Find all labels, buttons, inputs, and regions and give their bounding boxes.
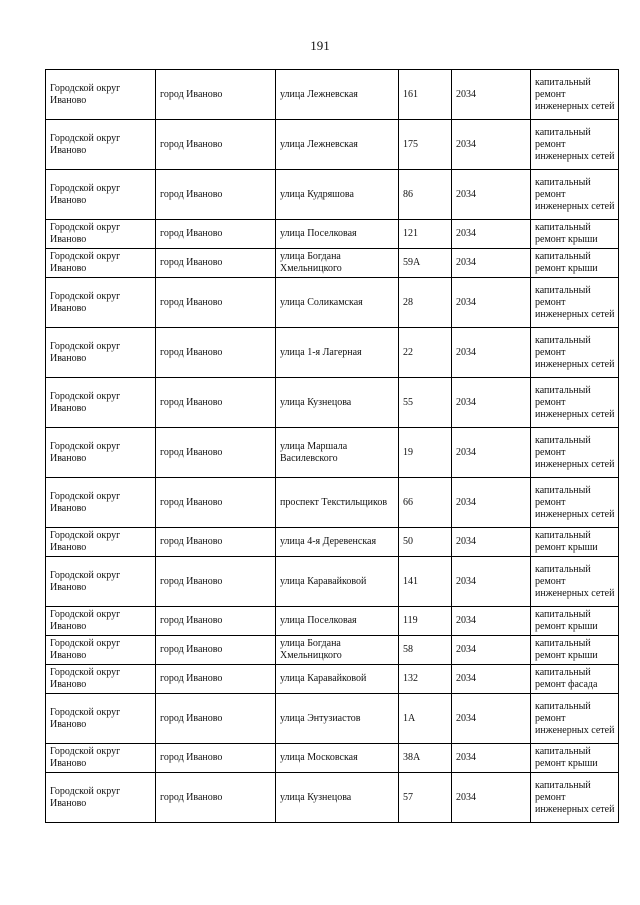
city-cell: город Иваново xyxy=(156,636,276,665)
year-cell: 2034 xyxy=(452,665,531,694)
table-row xyxy=(46,528,619,557)
city-cell: город Иваново xyxy=(156,220,276,249)
house-cell: 38А xyxy=(399,744,452,773)
city-cell: город Иваново xyxy=(156,249,276,278)
city-cell: город Иваново xyxy=(156,428,276,478)
year-cell: 2034 xyxy=(452,428,531,478)
year-cell: 2034 xyxy=(452,557,531,607)
street-cell: улица Поселковая xyxy=(276,607,399,636)
city-cell: город Иваново xyxy=(156,665,276,694)
table-row xyxy=(46,773,619,823)
page-number: 191 xyxy=(310,38,330,53)
work-type-cell: капитальный ремонт инженерных сетей xyxy=(531,773,619,823)
work-type-cell: капитальный ремонт инженерных сетей xyxy=(531,328,619,378)
house-cell: 19 xyxy=(399,428,452,478)
district-cell: Городской округ Иваново xyxy=(46,694,156,744)
city-cell: город Иваново xyxy=(156,773,276,823)
house-cell: 57 xyxy=(399,773,452,823)
house-cell: 175 xyxy=(399,120,452,170)
year-cell: 2034 xyxy=(452,773,531,823)
year-cell: 2034 xyxy=(452,120,531,170)
city-cell: город Иваново xyxy=(156,557,276,607)
street-cell: улица Лежневская xyxy=(276,120,399,170)
street-cell: улица Богдана Хмельницкого xyxy=(276,636,399,665)
year-cell: 2034 xyxy=(452,278,531,328)
year-cell: 2034 xyxy=(452,378,531,428)
house-cell: 86 xyxy=(399,170,452,220)
street-cell: улица 1-я Лагерная xyxy=(276,328,399,378)
house-cell: 121 xyxy=(399,220,452,249)
city-cell: город Иваново xyxy=(156,278,276,328)
city-cell: город Иваново xyxy=(156,478,276,528)
year-cell: 2034 xyxy=(452,170,531,220)
work-type-cell: капитальный ремонт крыши xyxy=(531,220,619,249)
street-cell: улица Поселковая xyxy=(276,220,399,249)
work-type-cell: капитальный ремонт инженерных сетей xyxy=(531,378,619,428)
city-cell: город Иваново xyxy=(156,607,276,636)
year-cell: 2034 xyxy=(452,220,531,249)
house-cell: 55 xyxy=(399,378,452,428)
year-cell: 2034 xyxy=(452,478,531,528)
table-row xyxy=(46,636,619,665)
city-cell: город Иваново xyxy=(156,378,276,428)
street-cell: улица Лежневская xyxy=(276,70,399,120)
table-row xyxy=(46,428,619,478)
street-cell: улица Кузнецова xyxy=(276,378,399,428)
district-cell: Городской округ Иваново xyxy=(46,478,156,528)
year-cell: 2034 xyxy=(452,607,531,636)
street-cell: улица Кудряшова xyxy=(276,170,399,220)
work-type-cell: капитальный ремонт крыши xyxy=(531,744,619,773)
district-cell: Городской округ Иваново xyxy=(46,328,156,378)
street-cell: проспект Текстильщиков xyxy=(276,478,399,528)
table-row xyxy=(46,220,619,249)
table-row xyxy=(46,278,619,328)
year-cell: 2034 xyxy=(452,636,531,665)
year-cell: 2034 xyxy=(452,528,531,557)
city-cell: город Иваново xyxy=(156,328,276,378)
table-row xyxy=(46,120,619,170)
street-cell: улица Энтузиастов xyxy=(276,694,399,744)
district-cell: Городской округ Иваново xyxy=(46,665,156,694)
work-type-cell: капитальный ремонт инженерных сетей xyxy=(531,694,619,744)
year-cell: 2034 xyxy=(452,744,531,773)
year-cell: 2034 xyxy=(452,328,531,378)
city-cell: город Иваново xyxy=(156,70,276,120)
work-type-cell: капитальный ремонт инженерных сетей xyxy=(531,428,619,478)
house-cell: 141 xyxy=(399,557,452,607)
table-row xyxy=(46,328,619,378)
work-type-cell: капитальный ремонт крыши xyxy=(531,636,619,665)
house-cell: 66 xyxy=(399,478,452,528)
street-cell: улица Богдана Хмельницкого xyxy=(276,249,399,278)
work-type-cell: капитальный ремонт инженерных сетей xyxy=(531,120,619,170)
house-cell: 58 xyxy=(399,636,452,665)
street-cell: улица Каравайковой xyxy=(276,557,399,607)
work-type-cell: капитальный ремонт инженерных сетей xyxy=(531,170,619,220)
city-cell: город Иваново xyxy=(156,170,276,220)
year-cell: 2034 xyxy=(452,249,531,278)
year-cell: 2034 xyxy=(452,70,531,120)
work-type-cell: капитальный ремонт крыши xyxy=(531,528,619,557)
district-cell: Городской округ Иваново xyxy=(46,378,156,428)
city-cell: город Иваново xyxy=(156,744,276,773)
city-cell: город Иваново xyxy=(156,120,276,170)
street-cell: улица Маршала Василевского xyxy=(276,428,399,478)
work-type-cell: капитальный ремонт крыши xyxy=(531,607,619,636)
house-cell: 22 xyxy=(399,328,452,378)
house-cell: 50 xyxy=(399,528,452,557)
district-cell: Городской округ Иваново xyxy=(46,528,156,557)
city-cell: город Иваново xyxy=(156,528,276,557)
street-cell: улица Московская xyxy=(276,744,399,773)
work-type-cell: капитальный ремонт фасада xyxy=(531,665,619,694)
table-row xyxy=(46,478,619,528)
street-cell: улица Каравайковой xyxy=(276,665,399,694)
district-cell: Городской округ Иваново xyxy=(46,220,156,249)
house-cell: 119 xyxy=(399,607,452,636)
table-row xyxy=(46,378,619,428)
district-cell: Городской округ Иваново xyxy=(46,278,156,328)
work-type-cell: капитальный ремонт инженерных сетей xyxy=(531,478,619,528)
year-cell: 2034 xyxy=(452,694,531,744)
district-cell: Городской округ Иваново xyxy=(46,636,156,665)
district-cell: Городской округ Иваново xyxy=(46,773,156,823)
house-cell: 161 xyxy=(399,70,452,120)
district-cell: Городской округ Иваново xyxy=(46,120,156,170)
district-cell: Городской округ Иваново xyxy=(46,428,156,478)
table-row xyxy=(46,70,619,120)
street-cell: улица 4-я Деревенская xyxy=(276,528,399,557)
table-row xyxy=(46,557,619,607)
table-row xyxy=(46,665,619,694)
street-cell: улица Соликамская xyxy=(276,278,399,328)
repair-schedule-table xyxy=(45,69,619,823)
house-cell: 28 xyxy=(399,278,452,328)
house-cell: 132 xyxy=(399,665,452,694)
house-cell: 1А xyxy=(399,694,452,744)
district-cell: Городской округ Иваново xyxy=(46,744,156,773)
district-cell: Городской округ Иваново xyxy=(46,170,156,220)
table-body xyxy=(46,70,619,823)
work-type-cell: капитальный ремонт инженерных сетей xyxy=(531,278,619,328)
table-row xyxy=(46,694,619,744)
table-row xyxy=(46,607,619,636)
table-row xyxy=(46,744,619,773)
district-cell: Городской округ Иваново xyxy=(46,70,156,120)
table-row xyxy=(46,249,619,278)
house-cell: 59А xyxy=(399,249,452,278)
work-type-cell: капитальный ремонт инженерных сетей xyxy=(531,557,619,607)
work-type-cell: капитальный ремонт крыши xyxy=(531,249,619,278)
work-type-cell: капитальный ремонт инженерных сетей xyxy=(531,70,619,120)
city-cell: город Иваново xyxy=(156,694,276,744)
table-row xyxy=(46,170,619,220)
district-cell: Городской округ Иваново xyxy=(46,557,156,607)
district-cell: Городской округ Иваново xyxy=(46,607,156,636)
street-cell: улица Кузнецова xyxy=(276,773,399,823)
district-cell: Городской округ Иваново xyxy=(46,249,156,278)
